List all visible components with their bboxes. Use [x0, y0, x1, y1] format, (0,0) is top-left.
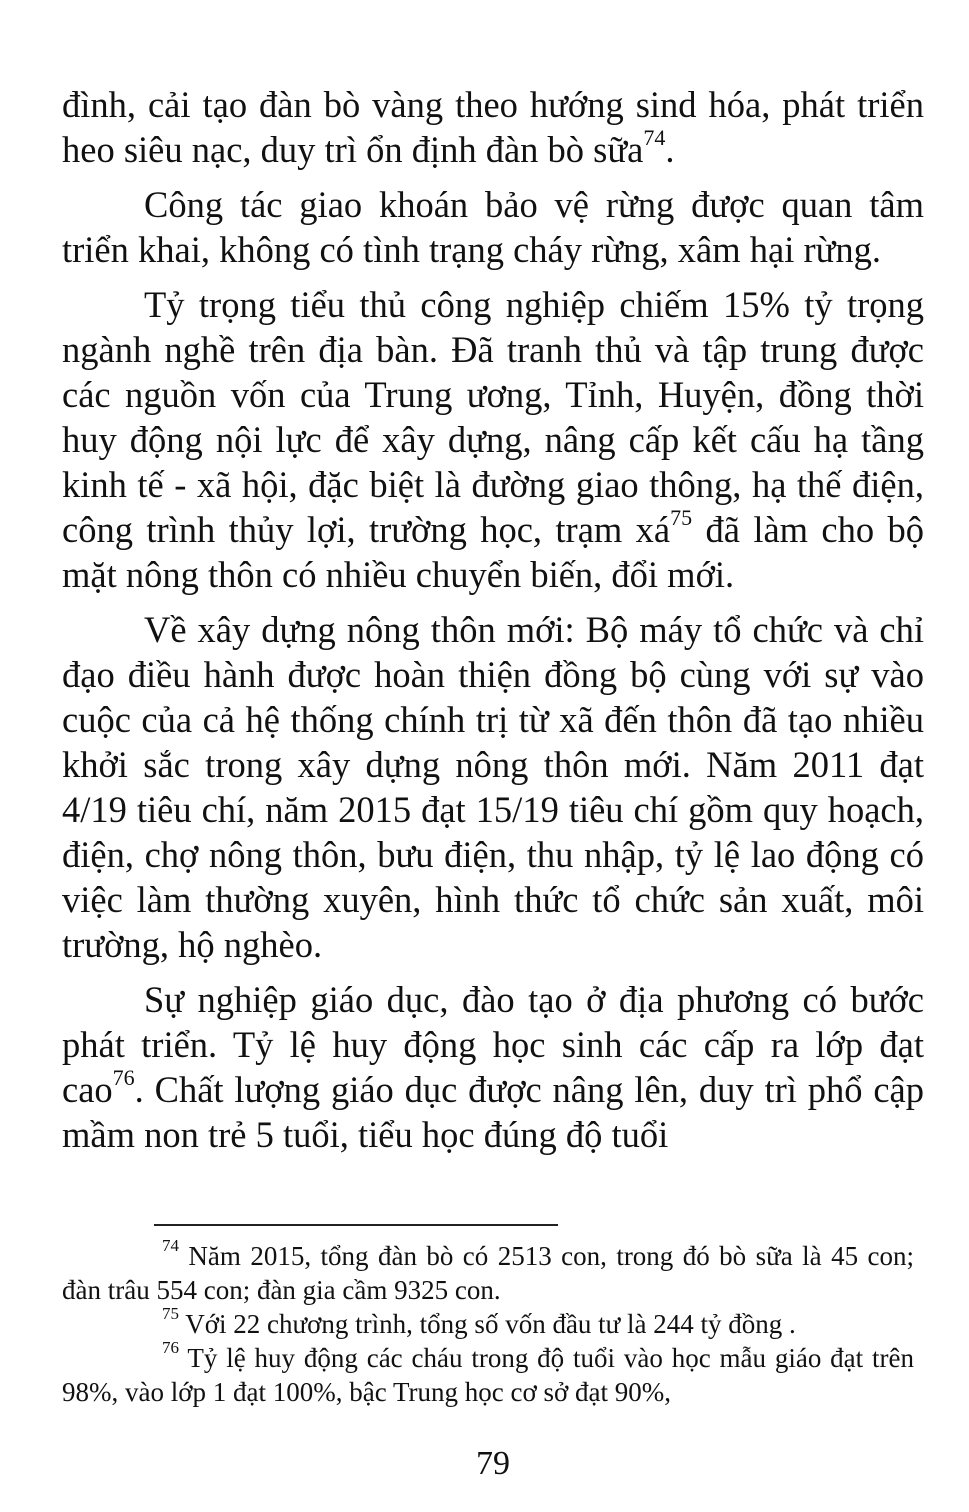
paragraph-3-part-2: đã làm cho bộ mặt nông thôn có nhiều chuyển biến, đổi mới.: [62, 509, 924, 595]
paragraph-3-part-1: Tỷ trọng tiểu thủ công nghiệp chiếm 15% tỷ trọng ngành nghề trên địa bàn. Đã tranh thủ và tập trung được các nguồn vốn của Trung ương, Tỉnh, Huyện, đồng thời huy động nội lực để xây dựng, nâng cấp kết cấu hạ tầng kinh tế - xã hội, đặc biệt là đường giao thông, hạ thế điện, công trình thủy lợi, trường học, trạm xá: [62, 284, 924, 550]
footnote-ref-76: 76: [112, 1064, 135, 1090]
footnote-number-75: 75: [162, 1304, 179, 1323]
footnote-divider: [154, 1224, 558, 1226]
footnote-76: [62, 1338, 914, 1409]
paragraph-1: [62, 82, 924, 172]
paragraph-4: [62, 607, 924, 967]
book-page: [62, 82, 924, 1502]
paragraph-5-part-1: Sự nghiệp giáo dục, đào tạo ở địa phương có bước phát triển. Tỷ lệ huy động học sinh các cấp ra lớp đạt cao: [62, 979, 924, 1110]
footnote-76-text: Tỷ lệ huy động các cháu trong độ tuổi vào học mẫu giáo đạt trên 98%, vào lớp 1 đạt 100%, bậc Trung học cơ sở đạt 90%,: [62, 1343, 914, 1407]
footnote-75: [62, 1304, 914, 1341]
footnote-number-74: 74: [162, 1236, 179, 1255]
paragraph-1-part-2: .: [665, 129, 675, 170]
footnote-number-76: 76: [162, 1338, 179, 1357]
paragraph-1-part-1: đình, cải tạo đàn bò vàng theo hướng sind hóa, phát triển heo siêu nạc, duy trì ổn định đàn bò sữa: [62, 84, 924, 170]
page-number: 79: [476, 1445, 510, 1482]
paragraph-4-text: Về xây dựng nông thôn mới: Bộ máy tổ chức và chỉ đạo điều hành được hoàn thiện đồng bộ cùng với sự vào cuộc của cả hệ thống chính trị từ xã đến thôn đã tạo nhiều khởi sắc trong xây dựng nông thôn mới. Năm 2011 đạt 4/19 tiêu chí, năm 2015 đạt 15/19 tiêu chí gồm quy hoạch, điện, chợ nông thôn, bưu điện, thu nhập, tỷ lệ lao động có việc làm thường xuyên, hình thức tổ chức sản xuất, môi trường, hộ nghèo.: [62, 609, 924, 965]
paragraph-2: [62, 182, 924, 272]
footnote-ref-74: 74: [643, 124, 666, 150]
footnote-74-text: Năm 2015, tổng đàn bò có 2513 con, trong đó bò sữa là 45 con; đàn trâu 554 con; đàn gia cầm 9325 con.: [62, 1241, 914, 1305]
footnote-ref-75: 75: [670, 504, 693, 530]
footnote-75-text: Với 22 chương trình, tổng số vốn đầu tư là 244 tỷ đồng .: [179, 1309, 796, 1339]
footnote-74: [62, 1236, 914, 1307]
footnotes: [62, 1236, 914, 1409]
paragraph-2-text: Công tác giao khoán bảo vệ rừng được quan tâm triển khai, không có tình trạng cháy rừng, xâm hại rừng.: [62, 184, 924, 270]
paragraph-5: [62, 977, 924, 1157]
paragraph-3: [62, 282, 924, 597]
paragraph-5-part-2: . Chất lượng giáo dục được nâng lên, duy trì phổ cập mầm non trẻ 5 tuổi, tiểu học đúng độ tuổi: [62, 1069, 924, 1155]
body-text: [62, 82, 924, 1157]
